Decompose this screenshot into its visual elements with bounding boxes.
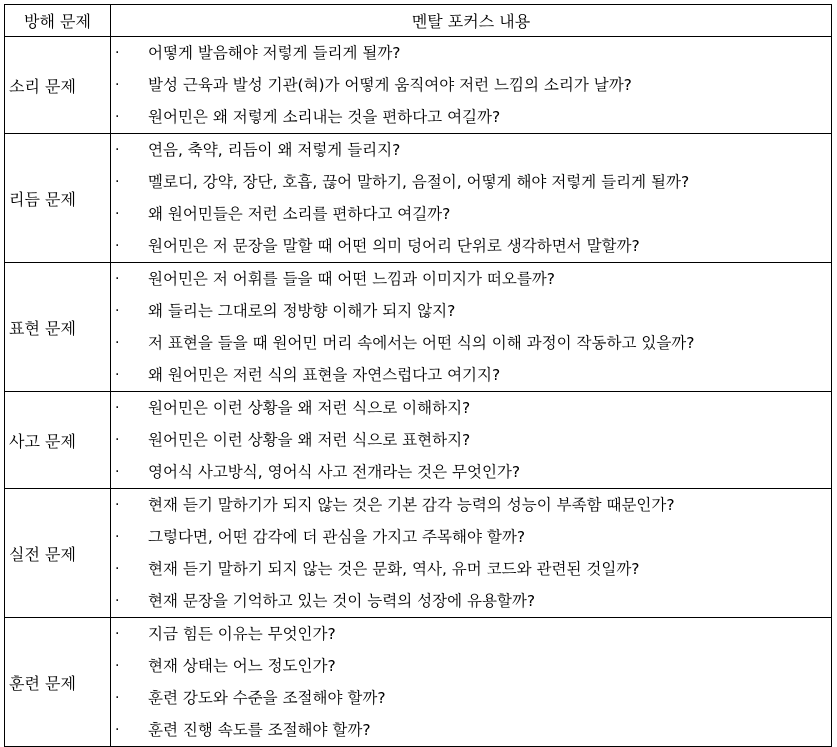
list-item (111, 424, 831, 456)
table-body (5, 37, 832, 747)
bullet-icon: · (115, 109, 120, 125)
focus-items-cell (111, 134, 832, 263)
list-item (111, 166, 831, 198)
table-header-row (5, 5, 832, 37)
list-item (111, 585, 831, 617)
bullet-icon: · (115, 561, 120, 577)
list-item (111, 650, 831, 682)
table-row (5, 618, 832, 747)
bullet-icon: · (115, 303, 120, 319)
header-problem-type: 방해 문제 (5, 5, 111, 37)
category-cell: 소리 문제 (5, 37, 111, 134)
focus-item-text: 연음, 축약, 리듬이 왜 저렇게 들리지? (148, 141, 401, 159)
bullet-icon: · (115, 529, 120, 545)
focus-items-cell (111, 392, 832, 489)
focus-item-text: 발성 근육과 발성 기관(혀)가 어떻게 움직여야 저런 느낌의 소리가 날까? (148, 76, 632, 94)
list-item (111, 327, 831, 359)
bullet-icon: · (115, 722, 120, 738)
list-item (111, 682, 831, 714)
focus-items-cell (111, 37, 832, 134)
focus-item-text: 현재 듣기 말하기 되지 않는 것은 문화, 역사, 유머 코드와 관련된 것일까? (148, 560, 640, 578)
focus-item-text: 지금 힘든 이유는 무엇인가? (148, 625, 336, 643)
list-item (111, 134, 831, 166)
bullet-icon: · (115, 271, 120, 287)
bullet-icon: · (115, 593, 120, 609)
table-row (5, 134, 832, 263)
focus-item-list (111, 263, 831, 391)
focus-item-text: 멜로디, 강약, 장단, 호흡, 끊어 말하기, 음절이, 어떻게 해야 저렇게 들리게 될까? (148, 173, 690, 191)
table-row (5, 489, 832, 618)
list-item (111, 37, 831, 69)
bullet-icon: · (115, 142, 120, 158)
focus-item-list (111, 392, 831, 488)
category-cell: 표현 문제 (5, 263, 111, 392)
focus-item-text: 영어식 사고방식, 영어식 사고 전개라는 것은 무엇인가? (148, 463, 521, 481)
focus-item-list (111, 618, 831, 746)
focus-item-text: 왜 들리는 그대로의 정방향 이해가 되지 않지? (148, 302, 456, 320)
table-row (5, 392, 832, 489)
list-item (111, 198, 831, 230)
focus-item-text: 왜 원어민은 저런 식의 표현을 자연스럽다고 여기지? (148, 366, 501, 384)
focus-item-text: 원어민은 저 문장을 말할 때 어떤 의미 덩어리 단위로 생각하면서 말할까? (148, 237, 640, 255)
list-item (111, 295, 831, 327)
bullet-icon: · (115, 658, 120, 674)
focus-item-text: 현재 듣기 말하기가 되지 않는 것은 기본 감각 능력의 성능이 부족함 때문인가? (148, 496, 675, 514)
focus-item-text: 그렇다면, 어떤 감각에 더 관심을 가지고 주목해야 할까? (148, 528, 526, 546)
bullet-icon: · (115, 77, 120, 93)
bullet-icon: · (115, 206, 120, 222)
focus-item-text: 원어민은 왜 저렇게 소리내는 것을 편하다고 여길까? (148, 108, 501, 126)
mental-focus-table (4, 4, 832, 747)
focus-item-text: 저 표현을 들을 때 원어민 머리 속에서는 어떤 식의 이해 과정이 작동하고 있을까? (148, 334, 695, 352)
bullet-icon: · (115, 45, 120, 61)
focus-items-cell (111, 263, 832, 392)
category-cell: 사고 문제 (5, 392, 111, 489)
category-cell: 실전 문제 (5, 489, 111, 618)
bullet-icon: · (115, 497, 120, 513)
focus-item-text: 훈련 강도와 수준을 조절해야 할까? (148, 689, 386, 707)
list-item (111, 714, 831, 746)
bullet-icon: · (115, 335, 120, 351)
list-item (111, 101, 831, 133)
list-item (111, 69, 831, 101)
bullet-icon: · (115, 432, 120, 448)
list-item (111, 359, 831, 391)
list-item (111, 489, 831, 521)
list-item (111, 521, 831, 553)
focus-item-list (111, 37, 831, 133)
list-item (111, 392, 831, 424)
bullet-icon: · (115, 464, 120, 480)
focus-item-text: 현재 문장을 기억하고 있는 것이 능력의 성장에 유용할까? (148, 592, 536, 610)
bullet-icon: · (115, 174, 120, 190)
table-row (5, 37, 832, 134)
focus-item-list (111, 489, 831, 617)
list-item (111, 230, 831, 262)
list-item (111, 618, 831, 650)
list-item (111, 263, 831, 295)
bullet-icon: · (115, 690, 120, 706)
focus-item-text: 원어민은 이런 상황을 왜 저런 식으로 표현하지? (148, 431, 471, 449)
bullet-icon: · (115, 400, 120, 416)
focus-item-text: 어떻게 발음해야 저렇게 들리게 될까? (148, 44, 401, 62)
focus-items-cell (111, 489, 832, 618)
focus-items-cell (111, 618, 832, 747)
header-focus-content: 멘탈 포커스 내용 (111, 5, 832, 37)
category-cell: 훈련 문제 (5, 618, 111, 747)
list-item (111, 553, 831, 585)
focus-item-text: 현재 상태는 어느 정도인가? (148, 657, 336, 675)
focus-item-text: 원어민은 이런 상황을 왜 저런 식으로 이해하지? (148, 399, 471, 417)
bullet-icon: · (115, 626, 120, 642)
table-row (5, 263, 832, 392)
bullet-icon: · (115, 367, 120, 383)
focus-item-text: 원어민은 저 어휘를 들을 때 어떤 느낌과 이미지가 떠오를까? (148, 270, 555, 288)
focus-item-list (111, 134, 831, 262)
focus-item-text: 왜 원어민들은 저런 소리를 편하다고 여길까? (148, 205, 451, 223)
category-cell: 리듬 문제 (5, 134, 111, 263)
list-item (111, 456, 831, 488)
focus-item-text: 훈련 진행 속도를 조절해야 할까? (148, 721, 371, 739)
bullet-icon: · (115, 238, 120, 254)
